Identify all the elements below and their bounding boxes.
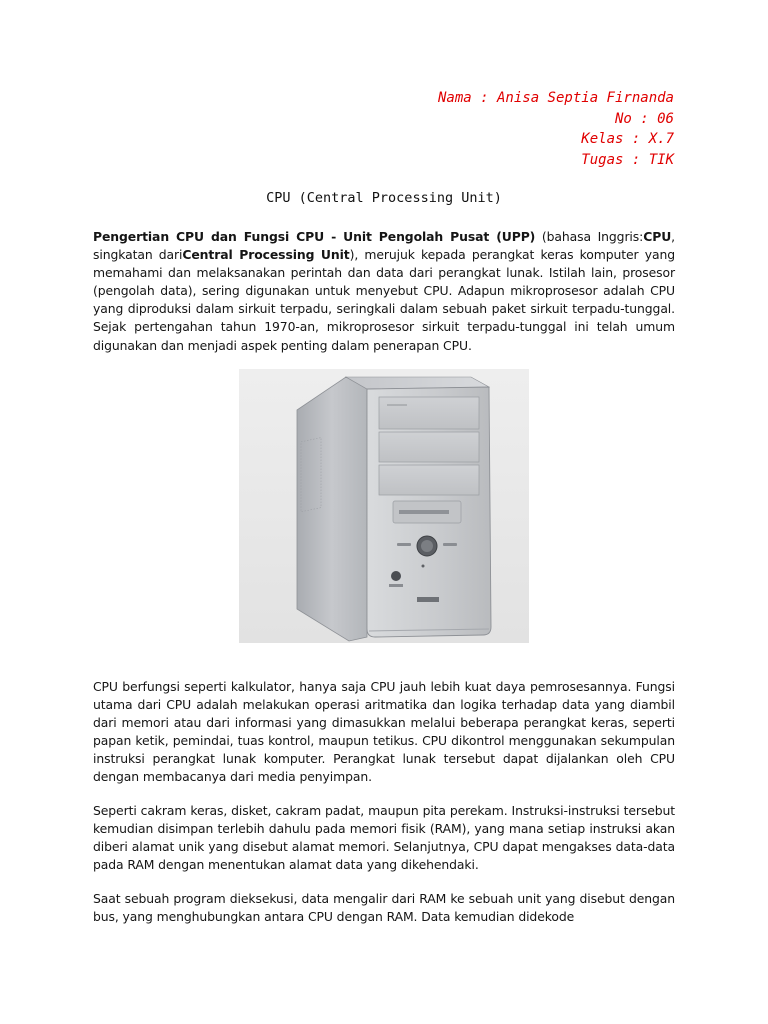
- student-info: [438, 88, 674, 170]
- intro-cpu-full: Central Processing Unit: [182, 247, 350, 263]
- document-title: CPU (Central Processing Unit): [266, 190, 502, 206]
- intro-cpu: CPU: [643, 229, 672, 244]
- intro-paragraph: [93, 228, 675, 355]
- student-class: Kelas : X.7: [581, 131, 674, 147]
- function-paragraph: CPU berfungsi seperti kalkulator, hanya saja CPU jauh lebih kuat daya pemrosesannya. Fungsi utama dari CPU adalah melakukan operasi aritmatika dan logika terhadap data yang diambil dari memori atau dari informasi yang dimasukkan melalui beberapa perangkat keras, seperti papan ketik, pemindai, tuas kontrol, maupun tetikus. CPU dikontrol menggunakan sekumpulan instruksi perangkat lunak komputer. Perangkat lunak tersebut dapat dijalankan oleh CPU dengan membacanya dari media penyimpan.: [93, 679, 675, 785]
- student-name: Nama : Anisa Septia Firnanda: [437, 90, 674, 106]
- intro-text-1: (bahasa Inggris:: [535, 229, 644, 244]
- intro-text-3: ), merujuk kepada perangkat keras komputer yang memahami dan melaksanakan perintah dan data dari perangkat lunak. Istilah lain, prosesor (pengolah data), sering digunakan untuk menyebut CPU. Adapun mikroprosesor adalah CPU yang diproduksi dalam sirkuit terpadu, seringkali dalam sebuah paket sirkuit terpadu-tunggal. Sejak pertengahan tahun 1970-an, mikroprosesor sirkuit terpadu-tunggal ini telah umum digunakan dan menjadi aspek penting dalam penerapan CPU.: [93, 247, 675, 353]
- intro-lead: Pengertian CPU dan Fungsi CPU - Unit Pengolah Pusat (UPP): [93, 229, 536, 244]
- cpu-tower-illustration: [239, 369, 529, 643]
- execution-paragraph: Saat sebuah program dieksekusi, data mengalir dari RAM ke sebuah unit yang disebut dengan bus, yang menghubungkan antara CPU dengan RAM. Data kemudian didekode: [93, 891, 675, 925]
- student-number: No : 06: [614, 110, 674, 127]
- intro-text-2: , singkatan dari: [93, 229, 675, 263]
- assignment-subject: Tugas : TIK: [581, 151, 674, 168]
- storage-paragraph: Seperti cakram keras, disket, cakram padat, maupun pita perekam. Instruksi-instruksi tersebut kemudian disimpan terlebih dahulu pada memori fisik (RAM), yang mana setiap instruksi akan diberi alamat unik yang disebut alamat memori. Selanjutnya, CPU dapat mengakses data-data pada RAM dengan menentukan alamat data yang dikehendaki.: [93, 803, 675, 873]
- cpu-case-image: [239, 369, 529, 643]
